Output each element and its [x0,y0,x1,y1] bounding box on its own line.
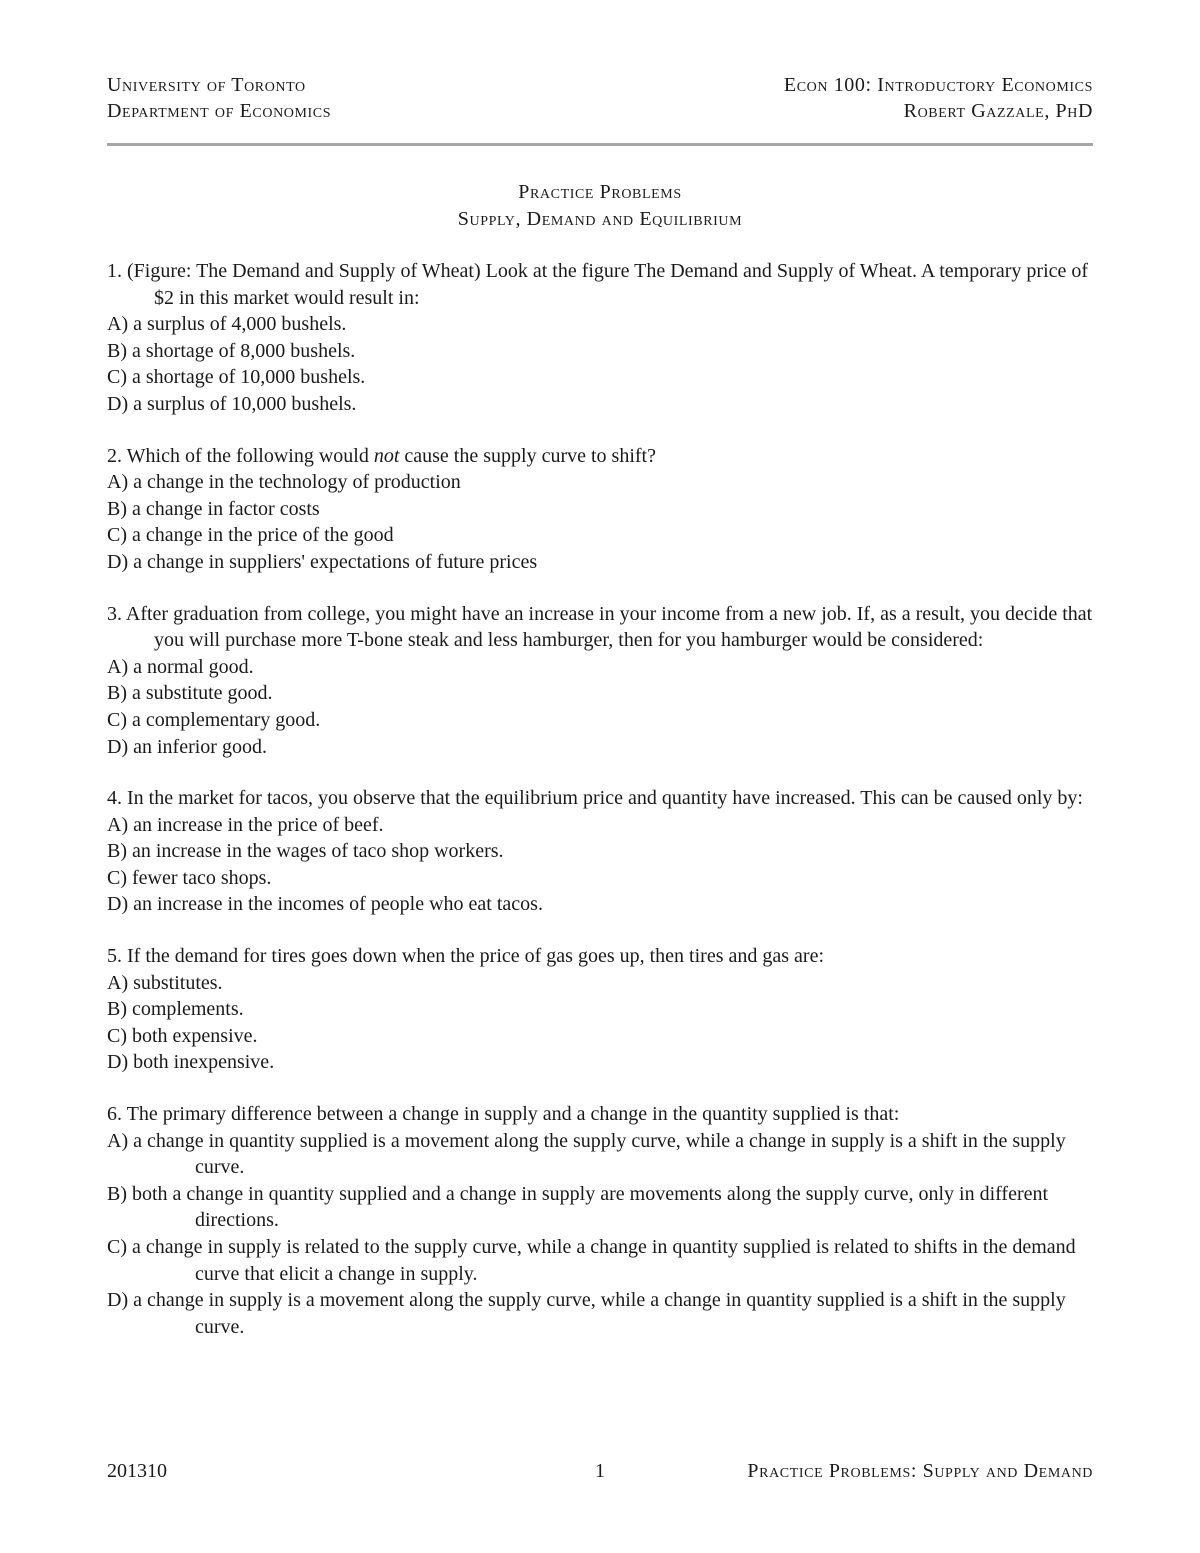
answer-option: A) a change in quantity supplied is a movement along the supply curve, while a change in supply is a shift in the supply curve. [107,1129,1066,1179]
title-line-2: Supply, Demand and Equilibrium [457,208,743,230]
header-left [107,72,331,124]
question-1 [107,258,1093,418]
answer-option: B) an increase in the wages of taco shop workers. [107,840,504,863]
answer-option: B) a shortage of 8,000 bushels. [107,339,356,362]
question-6 [107,1101,1093,1340]
instructor-name: Robert Gazzale, PhD [903,100,1093,122]
answer-option: C) a complementary good. [107,708,321,731]
answer-option: D) a change in suppliers' expectations of future prices [107,550,538,573]
course-name: Econ 100: Introductory Economics [783,74,1093,96]
question-stem: 5. If the demand for tires goes down when the price of gas goes up, then tires and gas are: [107,945,825,968]
answer-option: C) a change in supply is related to the supply curve, while a change in quantity supplied is related to shifts in the demand curve that elicit a change in supply. [107,1236,1076,1285]
question-stem: 3. After graduation from college, you might have an increase in your income from a new job. If, as a result, you decide that you will purchase more T-bone steak and less hamburger, then for you hamburger would be considered: [107,602,1093,652]
answer-option: C) fewer taco shops. [107,866,272,889]
question-5 [107,943,1093,1076]
question-3 [107,601,1093,761]
university-name: University of Toronto [107,74,306,96]
question-stem: 6. The primary difference between a change in supply and a change in the quantity supplied is that: [107,1103,900,1126]
answer-option: B) a substitute good. [107,682,273,705]
question-list [107,258,1093,1365]
title-line-1: Practice Problems [518,181,682,203]
answer-option: A) a surplus of 4,000 bushels. [107,313,347,336]
answer-option: D) an inferior good. [107,735,267,758]
question-2 [107,443,1093,576]
answer-option: C) a change in the price of the good [107,524,394,547]
question-stem: 4. In the market for tacos, you observe that the equilibrium price and quantity have increased. This can be caused only by: [107,787,1083,810]
answer-option: D) a change in supply is a movement along the supply curve, while a change in quantity supplied is a shift in the supply curve. [107,1289,1066,1338]
answer-option: A) a normal good. [107,655,254,678]
header-right [784,72,1093,124]
question-stem-text: 2. Which of the following would [107,444,374,467]
answer-option: C) a shortage of 10,000 bushels. [107,366,366,389]
answer-option: D) an increase in the incomes of people who eat tacos. [107,893,543,916]
question-4 [107,785,1093,918]
header-rule [107,143,1093,146]
answer-option: A) a change in the technology of production [107,471,461,494]
question-stem: 1. (Figure: The Demand and Supply of Wheat) Look at the figure The Demand and Supply of Wheat. A temporary price of $2 in this market would result in: [107,260,1089,309]
answer-option: B) both a change in quantity supplied and a change in supply are movements along the supply curve, only in different directions. [107,1182,1049,1232]
question-stem [107,443,1093,470]
document-title [0,179,1200,233]
question-stem-text: cause the supply curve to shift? [399,444,656,467]
page-number: 1 [595,1460,605,1482]
answer-option: C) both expensive. [107,1024,258,1047]
footer-document-title: Practice Problems: Supply and Demand [747,1460,1093,1482]
answer-option: D) a surplus of 10,000 bushels. [107,392,357,415]
footer-term-code: 201310 [107,1460,167,1482]
question-stem-emphasis: not [373,444,400,467]
answer-option: D) both inexpensive. [107,1051,275,1074]
answer-option: B) complements. [107,998,244,1021]
answer-option: A) an increase in the price of beef. [107,813,384,836]
answer-option: A) substitutes. [107,971,223,994]
department-name: Department of Economics [107,100,332,122]
answer-option: B) a change in factor costs [107,497,320,520]
